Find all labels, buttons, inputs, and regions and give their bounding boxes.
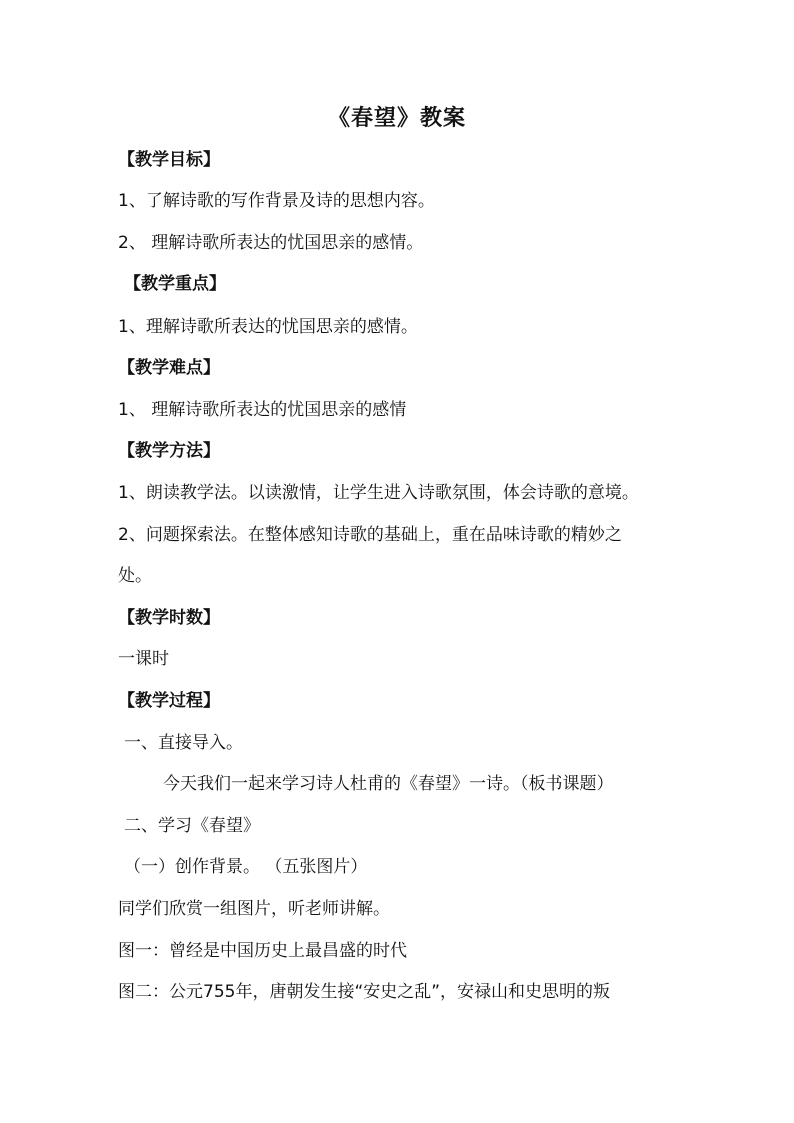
process-step-2: 二、学习《春望》 (124, 816, 260, 836)
hours-value: 一课时 (118, 649, 169, 669)
objective-1: 1、了解诗歌的写作背景及诗的思想内容。 (118, 191, 435, 211)
picture-1-caption: 图一：曾经是中国历史上最昌盛的时代 (118, 941, 407, 961)
heading-process: 【教学过程】 (118, 691, 220, 711)
heading-difficulties: 【教学难点】 (118, 358, 220, 378)
difficulty-1: 1、 理解诗歌所表达的忧国思亲的感情 (118, 400, 407, 420)
process-step-1: 一、直接导入。 (124, 733, 243, 753)
objective-2: 2、 理解诗歌所表达的忧国思亲的感情。 (118, 233, 424, 253)
document-title: 《春望》教案 (327, 106, 466, 131)
heading-key-points: 【教学重点】 (124, 274, 226, 294)
key-point-1: 1、理解诗歌所表达的忧国思亲的感情。 (118, 317, 418, 337)
heading-objectives: 【教学目标】 (118, 150, 220, 170)
method-2-line-1: 2、问题探索法。在整体感知诗歌的基础上，重在品味诗歌的精妙之 (118, 525, 622, 545)
process-step-2-1: （一）创作背景。 （五张图片） (124, 857, 368, 877)
picture-2-caption: 图二：公元755年，唐朝发生接“安史之乱”，安禄山和史思明的叛 (118, 982, 611, 1002)
process-step-1-text: 今天我们一起来学习诗人杜甫的《春望》一诗。（板书课题） (163, 774, 614, 794)
method-2-line-2: 处。 (118, 566, 152, 586)
method-1: 1、朗读教学法。以读激情，让学生进入诗歌氛围，体会诗歌的意境。 (118, 483, 639, 503)
heading-hours: 【教学时数】 (118, 608, 220, 628)
process-step-2-1-text: 同学们欣赏一组图片，听老师讲解。 (118, 899, 390, 919)
heading-methods: 【教学方法】 (118, 441, 220, 461)
